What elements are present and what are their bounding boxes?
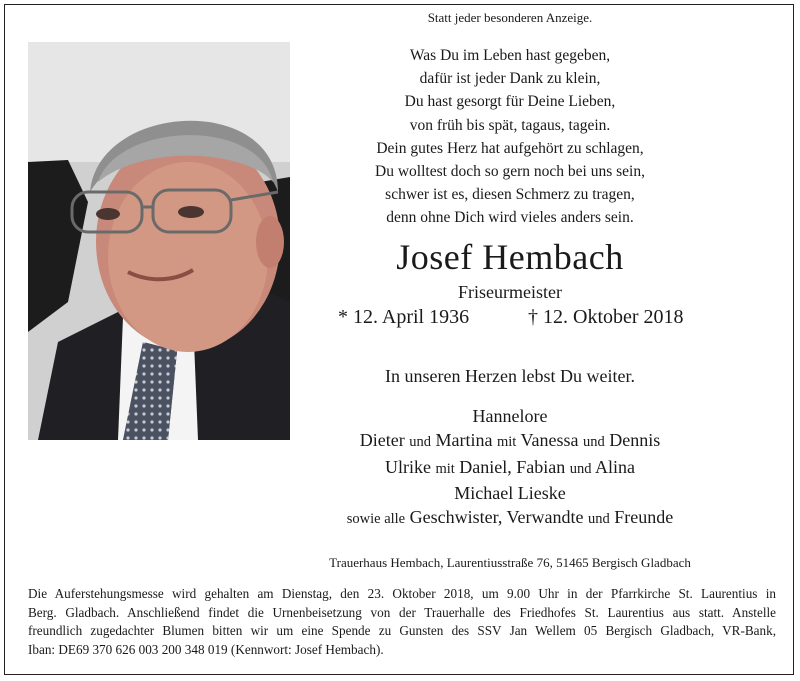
poem bbox=[300, 44, 720, 230]
mourner-line bbox=[300, 455, 720, 481]
notice-line: Iban: DE69 370 626 003 200 348 019 (Kennwort: Josef Hembach). bbox=[28, 641, 384, 657]
portrait-photo bbox=[28, 42, 290, 440]
mourner-line bbox=[300, 428, 720, 454]
mourner-name: Vanessa bbox=[520, 430, 579, 451]
motto: In unseren Herzen lebst Du weiter. bbox=[385, 366, 635, 386]
poem-line: von früh bis spät, tagaus, tagein. bbox=[409, 116, 611, 134]
deceased-name: Josef Hembach bbox=[396, 237, 624, 277]
notice-line: freundlich zugedachter Blumen bitten wir um eine Spende zu Gunsten des SSV Jan Wellem 05 Bergisch Gladbach, VR-Bank, bbox=[28, 623, 776, 638]
poem-line: Du hast gesorgt für Deine Lieben, bbox=[404, 93, 616, 111]
mourner-line bbox=[300, 505, 720, 531]
funeral-home-address: Trauerhaus Hembach, Laurentiusstraße 76, 51465 Bergisch Gladbach bbox=[329, 555, 691, 570]
header-note: Statt jeder besonderen Anzeige. bbox=[427, 10, 593, 25]
mourner-name: Alina bbox=[595, 456, 636, 477]
mourners-list bbox=[300, 404, 720, 531]
connector-word: mit bbox=[435, 460, 455, 477]
birth-date: * 12. April 1936 bbox=[338, 306, 470, 328]
poem-line: Was Du im Leben hast gegeben, bbox=[409, 47, 611, 64]
mourner-name: Geschwister, Verwandte bbox=[409, 507, 584, 528]
poem-line: schwer ist es, diesen Schmerz zu tragen, bbox=[385, 186, 635, 204]
profession: Friseurmeister bbox=[458, 282, 562, 302]
poem-line: dafür ist jeder Dank zu klein, bbox=[419, 70, 601, 88]
death-date: † 12. Oktober 2018 bbox=[528, 306, 684, 328]
connector-word: und bbox=[588, 511, 610, 528]
mourner-name: Dennis bbox=[609, 430, 661, 451]
mourner-name: Dieter bbox=[359, 430, 405, 451]
mourner-name: Daniel, Fabian bbox=[459, 456, 566, 477]
poem-line: denn ohne Dich wird vieles anders sein. bbox=[386, 209, 634, 227]
poem-line: Du wolltest doch so gern noch bei uns sein, bbox=[375, 163, 645, 181]
mourner-name: Martina bbox=[435, 430, 493, 451]
connector-word: sowie alle bbox=[346, 511, 406, 528]
mourner-line: Michael Lieske bbox=[454, 482, 566, 503]
notice-line: Berg. Gladbach. Anschließend findet die Urnenbeisetzung von der Trauerhalle des Friedhofes St. Laurentius aus statt. Anstelle bbox=[28, 604, 776, 620]
connector-word: mit bbox=[496, 434, 517, 451]
connector-word: und bbox=[409, 434, 431, 451]
connector-word: und bbox=[569, 460, 592, 477]
mourner-name: Freunde bbox=[614, 507, 674, 528]
service-notice bbox=[28, 585, 776, 659]
connector-word: und bbox=[582, 434, 605, 451]
mourner-line: Hannelore bbox=[472, 406, 548, 426]
poem-line: Dein gutes Herz hat aufgehört zu schlagen, bbox=[376, 139, 644, 157]
notice-line: Die Auferstehungsmesse wird gehalten am Dienstag, den 23. Oktober 2018, um 9.00 Uhr in der Pfarrkirche St. Laurentius in bbox=[28, 586, 776, 601]
mourner-name: Ulrike bbox=[384, 456, 431, 477]
